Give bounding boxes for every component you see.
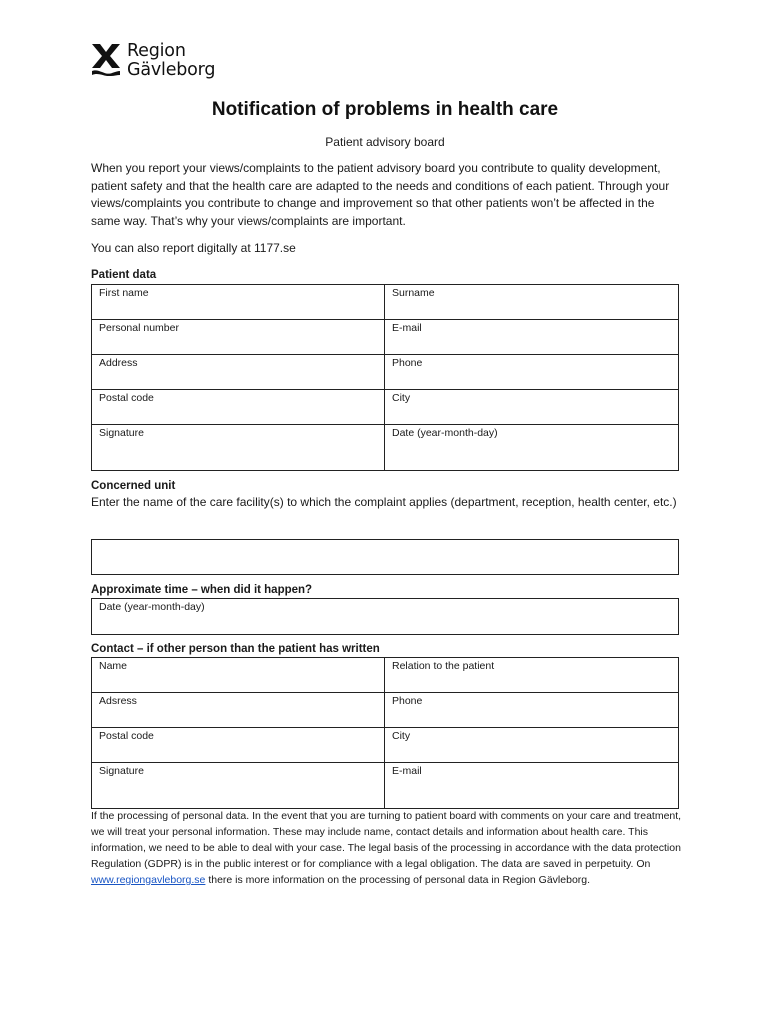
table-row bbox=[92, 658, 679, 693]
address-field[interactable]: Address bbox=[92, 355, 385, 390]
table-row bbox=[92, 728, 679, 763]
table-row bbox=[92, 355, 679, 390]
patient-data-table bbox=[91, 284, 679, 471]
concerned-unit-heading: Concerned unit bbox=[91, 480, 176, 492]
logo-text bbox=[127, 42, 215, 80]
regiongavleborg-link[interactable]: www.regiongavleborg.se bbox=[91, 874, 206, 886]
table-row bbox=[92, 693, 679, 728]
page-title: Notification of problems in health care bbox=[211, 99, 559, 120]
privacy-text-before: If the processing of personal data. In the event that you are turning to patient board with comments on your care and treatment, we will treat your personal information. These may include name, contact details and information about health care. This information, we need to be able to deal with your case. The legal basis of the processing in accordance with the data protection Regulation (GDPR) is in the public interest or for compliance with a legal obligation. The data are saved in perpetuity. On bbox=[91, 810, 682, 870]
table-row bbox=[92, 320, 679, 355]
contact-phone-field[interactable]: Phone bbox=[385, 693, 679, 728]
relation-field[interactable]: Relation to the patient bbox=[385, 658, 679, 693]
contact-signature-field[interactable]: Signature bbox=[92, 763, 385, 809]
contact-address-field[interactable]: Adsress bbox=[92, 693, 385, 728]
table-row bbox=[92, 763, 679, 809]
surname-field[interactable]: Surname bbox=[385, 285, 679, 320]
page-subtitle: Patient advisory board bbox=[325, 135, 445, 149]
phone-field[interactable]: Phone bbox=[385, 355, 679, 390]
contact-email-field[interactable]: E-mail bbox=[385, 763, 679, 809]
first-name-field[interactable]: First name bbox=[92, 285, 385, 320]
concerned-unit-field[interactable] bbox=[91, 539, 679, 575]
approx-time-heading: Approximate time – when did it happen? bbox=[91, 584, 313, 596]
contact-city-field[interactable]: City bbox=[385, 728, 679, 763]
region-gavleborg-logo-icon bbox=[91, 42, 121, 76]
contact-table bbox=[91, 657, 679, 809]
contact-name-field[interactable]: Name bbox=[92, 658, 385, 693]
logo-line-1: Region bbox=[127, 41, 186, 61]
contact-heading: Contact – if other person than the patient has written bbox=[91, 643, 380, 655]
date-field[interactable]: Date (year-month-day) bbox=[385, 425, 679, 471]
intro-paragraph: When you report your views/complaints to the patient advisory board you contribute to quality development, patient safety and that the health care are adapted to the needs and conditions of each patient. Through your views/complaints you contribute to change and improvement so that other patients won’t be affected in the same way. That’s why your views/complaints are important. bbox=[91, 161, 670, 228]
logo bbox=[91, 42, 215, 82]
approx-time-field-label: Date (year-month-day) bbox=[99, 601, 205, 613]
privacy-text-after: there is more information on the processing of personal data in Region Gävleborg. bbox=[205, 874, 591, 886]
email-field[interactable]: E-mail bbox=[385, 320, 679, 355]
table-row bbox=[92, 390, 679, 425]
city-field[interactable]: City bbox=[385, 390, 679, 425]
approx-time-field[interactable] bbox=[91, 598, 679, 635]
table-row bbox=[92, 425, 679, 471]
personal-number-field[interactable]: Personal number bbox=[92, 320, 385, 355]
patient-data-heading: Patient data bbox=[91, 269, 157, 281]
logo-line-2: Gävleborg bbox=[127, 60, 216, 80]
signature-field[interactable]: Signature bbox=[92, 425, 385, 471]
concerned-unit-description: Enter the name of the care facility(s) to which the complaint applies (department, reception, health center, etc.) bbox=[91, 495, 677, 509]
privacy-notice bbox=[91, 808, 686, 888]
digital-note: You can also report digitally at 1177.se bbox=[91, 241, 296, 255]
postal-code-field[interactable]: Postal code bbox=[92, 390, 385, 425]
table-row bbox=[92, 285, 679, 320]
contact-postal-code-field[interactable]: Postal code bbox=[92, 728, 385, 763]
